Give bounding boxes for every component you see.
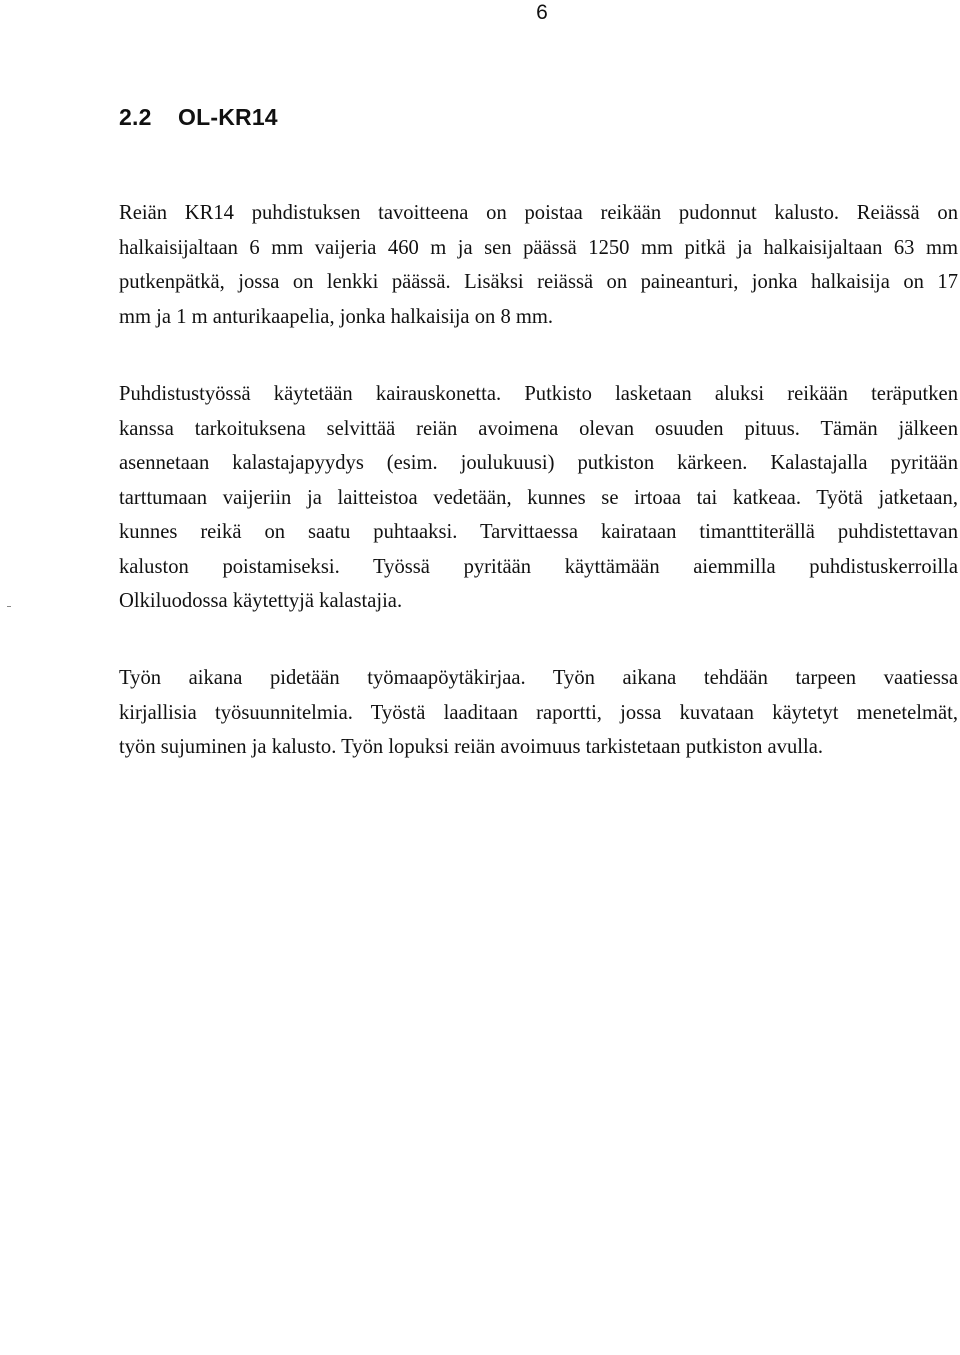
section-number: 2.2 [119, 104, 152, 130]
paragraph-line: Reiän KR14 puhdistuksen tavoitteena on poistaa reikään pudonnut kalusto. Reiässä on [119, 202, 958, 224]
paragraph-line: asennetaan kalastajapyydys (esim. joulukuusi) putkiston kärkeen. Kalastajalla pyritään [119, 452, 958, 474]
paragraph-line: kaluston poistamiseksi. Työssä pyritään käyttämään aiemmilla puhdistuskerroilla [119, 555, 958, 578]
paragraph-2 [119, 377, 958, 619]
paragraph-line: Puhdistustyössä käytetään kairauskonetta. Putkisto lasketaan aluksi reikään teräputken [119, 383, 958, 405]
paragraph-line: kanssa tarkoituksena selvittää reiän avoimena olevan osuuden pituus. Tämän jälkeen [119, 417, 958, 440]
paragraph-line: Olkiluodossa käytettyjä kalastajia. [119, 590, 403, 612]
section-heading [119, 102, 278, 132]
page-number: 6 [536, 1, 548, 24]
paragraph-line: tarttumaan vaijeriin ja laitteistoa vedetään, kunnes se irtoaa tai katkeaa. Työtä jatketaan, [119, 486, 958, 509]
paragraph-3 [119, 661, 958, 765]
paragraph-line: kunnes reikä on saatu puhtaaksi. Tarvittaessa kairataan timanttiterällä puhdistettavan [119, 521, 958, 543]
paragraph-line: Työn aikana pidetään työmaapöytäkirjaa. Työn aikana tehdään tarpeen vaatiessa [119, 667, 958, 689]
margin-mark [7, 606, 11, 607]
paragraph-1 [119, 196, 958, 334]
section-title: OL-KR14 [178, 104, 278, 130]
paragraph-line: työn sujuminen ja kalusto. Työn lopuksi reiän avoimuus tarkistetaan putkiston avulla. [119, 736, 823, 758]
paragraph-line: mm ja 1 m anturikaapelia, jonka halkaisija on 8 mm. [119, 305, 554, 328]
paragraph-line: halkaisijaltaan 6 mm vaijeria 460 m ja sen päässä 1250 mm pitkä ja halkaisijaltaan 63 mm [119, 236, 958, 259]
paragraph-line: kirjallisia työsuunnitelmia. Työstä laaditaan raportti, jossa kuvataan käytetyt menetelmät, [119, 701, 958, 724]
paragraph-line: putkenpätkä, jossa on lenkki päässä. Lisäksi reiässä on paineanturi, jonka halkaisija on 17 [119, 271, 958, 293]
